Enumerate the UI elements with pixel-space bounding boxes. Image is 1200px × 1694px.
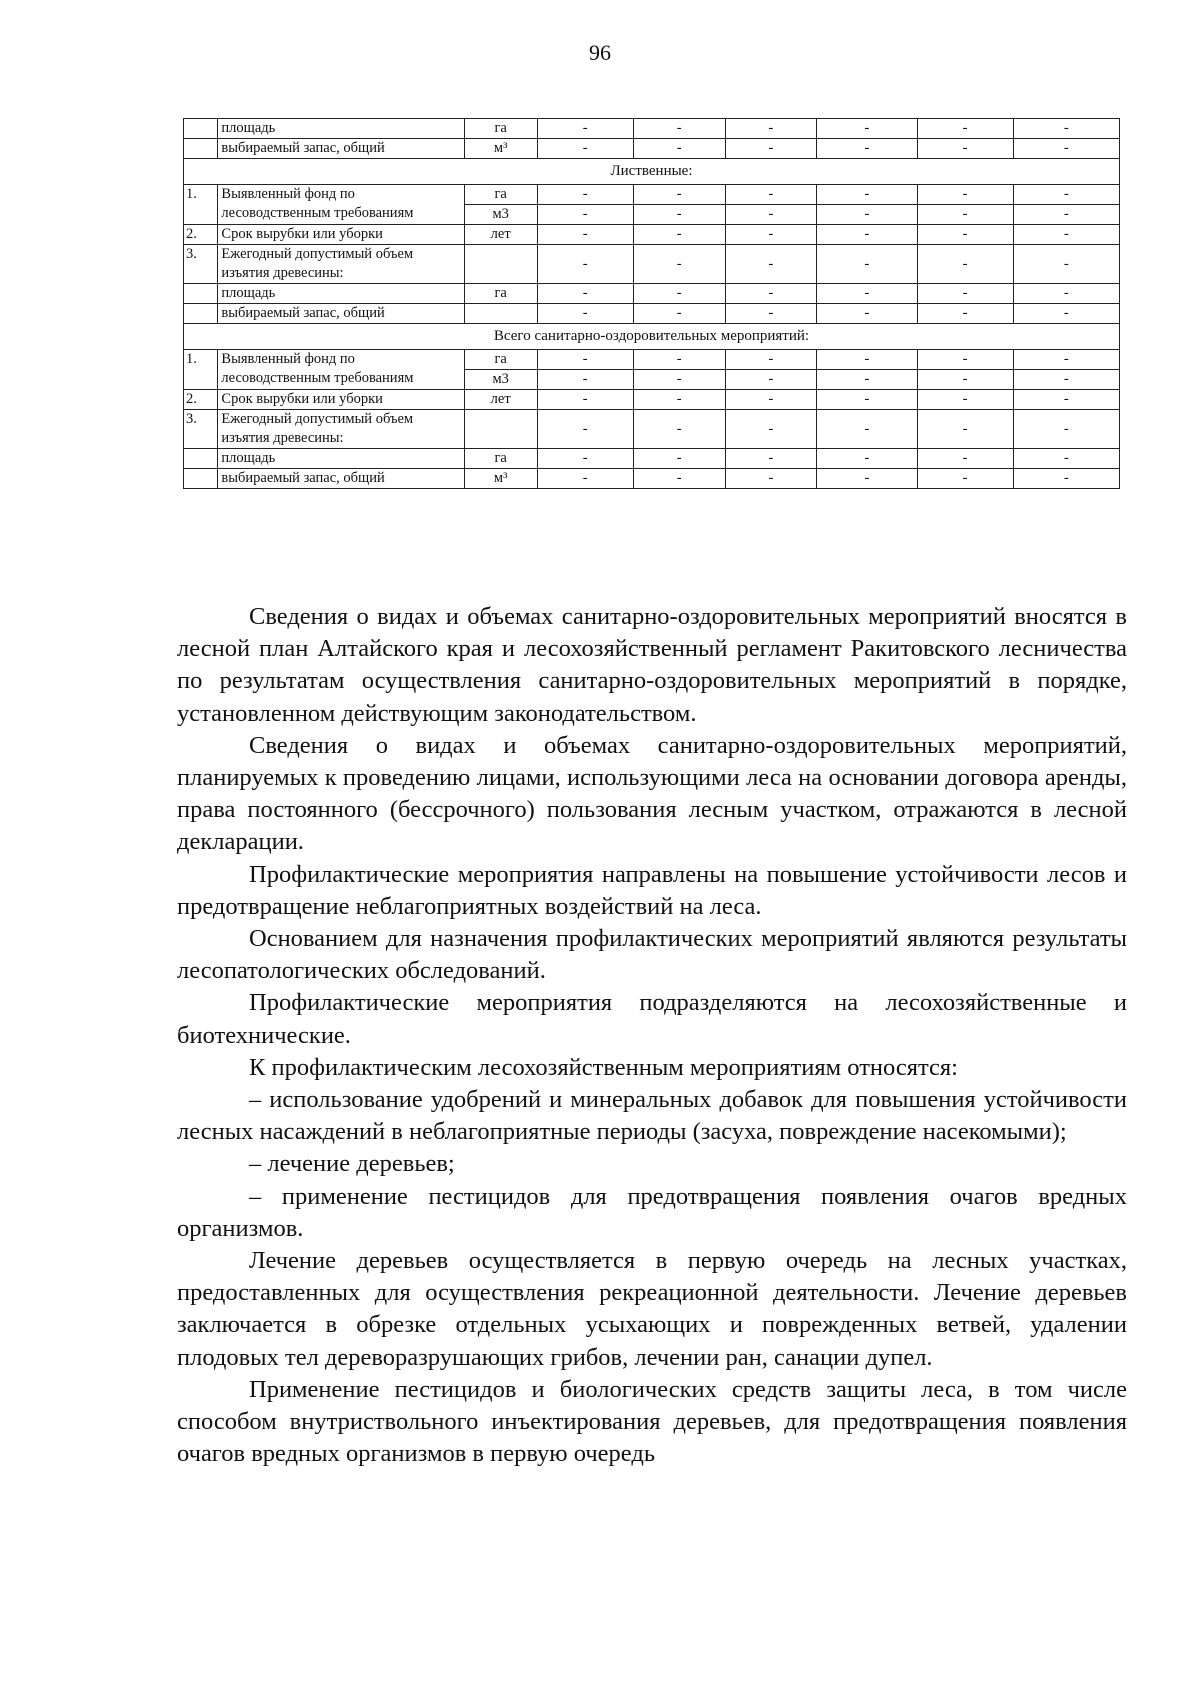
table-row	[184, 390, 1120, 410]
table-cell-value: -	[725, 225, 817, 245]
list-item: – лечение деревьев;	[249, 1150, 455, 1178]
table-cell-value: -	[817, 370, 917, 390]
table-cell-number: 1.	[184, 185, 218, 225]
table-cell-value: -	[817, 139, 917, 159]
table-cell-value: -	[633, 185, 725, 205]
table-cell-value: -	[537, 304, 633, 324]
paragraph: К профилактическим лесохозяйственным мероприятиям относятся:	[249, 1053, 958, 1081]
table-row	[184, 245, 1120, 284]
table-cell-label: выбираемый запас, общий	[218, 469, 464, 489]
section-title: Всего санитарно-оздоровительных мероприятий:	[184, 324, 1120, 350]
table-cell-value: -	[537, 205, 633, 225]
table-cell-value: -	[1013, 350, 1120, 370]
table-cell-number: 2.	[184, 225, 218, 245]
table-cell-unit: м³	[464, 139, 537, 159]
paragraph: Лечение деревьев осуществляется в первую очередь на лесных участках, предоставленных для осуществления рекреационной деятельности. Лечение деревьев заключается в обрезке отдельных усыхающих и поврежденных ветвей, удалении плодовых тел дереворазрушающих грибов, лечении ран, санации дупел.	[177, 1247, 1127, 1371]
table-row	[184, 185, 1120, 205]
table-row	[184, 225, 1120, 245]
table-cell-value: -	[817, 245, 917, 284]
table-cell-value: -	[537, 139, 633, 159]
table-cell-value: -	[917, 370, 1013, 390]
table-cell-value: -	[1013, 225, 1120, 245]
table-cell-value: -	[817, 185, 917, 205]
table-cell-label: Выявленный фонд по лесоводственным требованиям	[218, 185, 464, 225]
table-cell-value: -	[537, 245, 633, 284]
table-cell-value: -	[537, 119, 633, 139]
table-row	[184, 350, 1120, 370]
table-cell-value: -	[537, 469, 633, 489]
table-cell-unit: га	[464, 119, 537, 139]
table-cell-number	[184, 449, 218, 469]
table-cell-unit	[464, 304, 537, 324]
table-cell-label: площадь	[218, 119, 464, 139]
table-cell-unit	[464, 245, 537, 284]
paragraph: Профилактические мероприятия подразделяются на лесохозяйственные и биотехнические.	[177, 989, 1127, 1049]
table-cell-unit	[464, 410, 537, 449]
table-cell-unit: лет	[464, 390, 537, 410]
table-cell-value: -	[817, 205, 917, 225]
table-cell-value: -	[537, 370, 633, 390]
table-cell-value: -	[1013, 139, 1120, 159]
table-cell-label: Выявленный фонд по лесоводственным требованиям	[218, 350, 464, 390]
table-cell-value: -	[1013, 449, 1120, 469]
table-cell-value: -	[633, 284, 725, 304]
table-cell-value: -	[633, 449, 725, 469]
table-cell-value: -	[917, 350, 1013, 370]
table-cell-label: площадь	[218, 449, 464, 469]
table-cell-number	[184, 139, 218, 159]
table-cell-number	[184, 284, 218, 304]
table-cell-value: -	[917, 119, 1013, 139]
table-cell-value: -	[537, 350, 633, 370]
paragraph: Применение пестицидов и биологических средств защиты леса, в том числе способом внутриствольного инъектирования деревьев, для предотвращения появления очагов вредных организмов в первую очередь	[177, 1375, 1127, 1468]
table-cell-unit: м3	[464, 370, 537, 390]
table-cell-value: -	[725, 304, 817, 324]
table-cell-label: Ежегодный допустимый объем изъятия древесины:	[218, 245, 464, 284]
table-cell-unit: м3	[464, 205, 537, 225]
table-cell-value: -	[1013, 410, 1120, 449]
table-cell-value: -	[725, 205, 817, 225]
table-cell-value: -	[917, 185, 1013, 205]
page-number: 96	[589, 40, 611, 65]
table-cell-value: -	[725, 119, 817, 139]
table-cell-value: -	[725, 245, 817, 284]
section-title: Лиственные:	[184, 159, 1120, 185]
table-cell-value: -	[1013, 284, 1120, 304]
table-cell-value: -	[917, 304, 1013, 324]
table-cell-value: -	[817, 390, 917, 410]
table-cell-label: Срок вырубки или уборки	[218, 390, 464, 410]
table-row	[184, 469, 1120, 489]
table-cell-unit: га	[464, 350, 537, 370]
table-cell-value: -	[917, 139, 1013, 159]
table-section-header	[184, 324, 1120, 350]
forest-measures-table	[183, 118, 1120, 489]
table-cell-value: -	[817, 469, 917, 489]
table-cell-number: 2.	[184, 390, 218, 410]
table-cell-value: -	[917, 225, 1013, 245]
table-cell-number: 1.	[184, 350, 218, 390]
table-cell-unit: лет	[464, 225, 537, 245]
table-cell-value: -	[817, 350, 917, 370]
body-text	[177, 601, 1127, 1470]
table-row	[184, 304, 1120, 324]
table-cell-value: -	[1013, 185, 1120, 205]
table-cell-value: -	[725, 390, 817, 410]
table-cell-value: -	[1013, 304, 1120, 324]
table-cell-value: -	[725, 350, 817, 370]
table-row	[184, 449, 1120, 469]
table-cell-value: -	[633, 350, 725, 370]
table-cell-number: 3.	[184, 245, 218, 284]
table-cell-value: -	[1013, 245, 1120, 284]
table-cell-value: -	[725, 370, 817, 390]
table-cell-value: -	[1013, 390, 1120, 410]
table-cell-value: -	[725, 284, 817, 304]
table-cell-value: -	[917, 390, 1013, 410]
table-cell-value: -	[725, 410, 817, 449]
table-cell-unit: га	[464, 449, 537, 469]
table-cell-value: -	[633, 205, 725, 225]
list-item: – применение пестицидов для предотвращения появления очагов вредных организмов.	[177, 1182, 1127, 1242]
table-cell-value: -	[537, 410, 633, 449]
table-cell-value: -	[917, 205, 1013, 225]
table-cell-value: -	[1013, 370, 1120, 390]
table-cell-unit: га	[464, 185, 537, 205]
table-cell-value: -	[537, 185, 633, 205]
table-cell-label: Ежегодный допустимый объем изъятия древесины:	[218, 410, 464, 449]
table-cell-label: площадь	[218, 284, 464, 304]
table-cell-value: -	[917, 410, 1013, 449]
table-cell-value: -	[817, 449, 917, 469]
table-cell-value: -	[917, 284, 1013, 304]
table-cell-number	[184, 304, 218, 324]
table-cell-unit: га	[464, 284, 537, 304]
paragraph: Основанием для назначения профилактических мероприятий являются результаты лесопатологических обследований.	[177, 925, 1127, 985]
table-cell-label: Срок вырубки или уборки	[218, 225, 464, 245]
paragraph: Профилактические мероприятия направлены на повышение устойчивости лесов и предотвращение неблагоприятных воздействий на леса.	[177, 860, 1127, 920]
table-cell-number: 3.	[184, 410, 218, 449]
table-cell-value: -	[633, 390, 725, 410]
table-row	[184, 284, 1120, 304]
table-cell-number	[184, 119, 218, 139]
table-cell-value: -	[633, 304, 725, 324]
paragraph: Сведения о видах и объемах санитарно-оздоровительных мероприятий вносятся в лесной план Алтайского края и лесохозяйственный регламент Ракитовского лесничества по результатам осуществления санитарно-оздоровительных мероприятий в порядке, установленном действующим законодательством.	[177, 603, 1127, 727]
table-cell-value: -	[817, 304, 917, 324]
table-cell-value: -	[817, 284, 917, 304]
list-item: – использование удобрений и минеральных добавок для повышения устойчивости лесных насаждений в неблагоприятные периоды (засуха, повреждение насекомыми);	[177, 1086, 1127, 1146]
table-cell-value: -	[1013, 205, 1120, 225]
table-cell-value: -	[633, 245, 725, 284]
table-cell-value: -	[725, 185, 817, 205]
table-cell-value: -	[817, 410, 917, 449]
table-cell-value: -	[817, 225, 917, 245]
table-cell-value: -	[537, 390, 633, 410]
table-row	[184, 410, 1120, 449]
paragraph: Сведения о видах и объемах санитарно-оздоровительных мероприятий, планируемых к проведению лицами, использующими леса на основании договора аренды, права постоянного (бессрочного) пользования лесным участком, отражаются в лесной декларации.	[177, 731, 1127, 856]
table-cell-label: выбираемый запас, общий	[218, 139, 464, 159]
table-cell-value: -	[917, 469, 1013, 489]
table-cell-value: -	[633, 370, 725, 390]
table-cell-value: -	[725, 139, 817, 159]
table-cell-value: -	[1013, 469, 1120, 489]
table-row	[184, 119, 1120, 139]
table-cell-value: -	[537, 449, 633, 469]
table-cell-value: -	[917, 245, 1013, 284]
table-cell-value: -	[633, 119, 725, 139]
table-cell-value: -	[917, 449, 1013, 469]
table-cell-value: -	[537, 225, 633, 245]
table-section-header	[184, 159, 1120, 185]
table-cell-value: -	[537, 284, 633, 304]
table-cell-value: -	[725, 469, 817, 489]
table-cell-value: -	[1013, 119, 1120, 139]
table-cell-unit: м³	[464, 469, 537, 489]
table-row	[184, 139, 1120, 159]
table-cell-value: -	[725, 449, 817, 469]
table-cell-label: выбираемый запас, общий	[218, 304, 464, 324]
table-cell-value: -	[633, 139, 725, 159]
table-cell-number	[184, 469, 218, 489]
table-cell-value: -	[633, 225, 725, 245]
table-cell-value: -	[633, 469, 725, 489]
table-cell-value: -	[633, 410, 725, 449]
table-cell-value: -	[817, 119, 917, 139]
